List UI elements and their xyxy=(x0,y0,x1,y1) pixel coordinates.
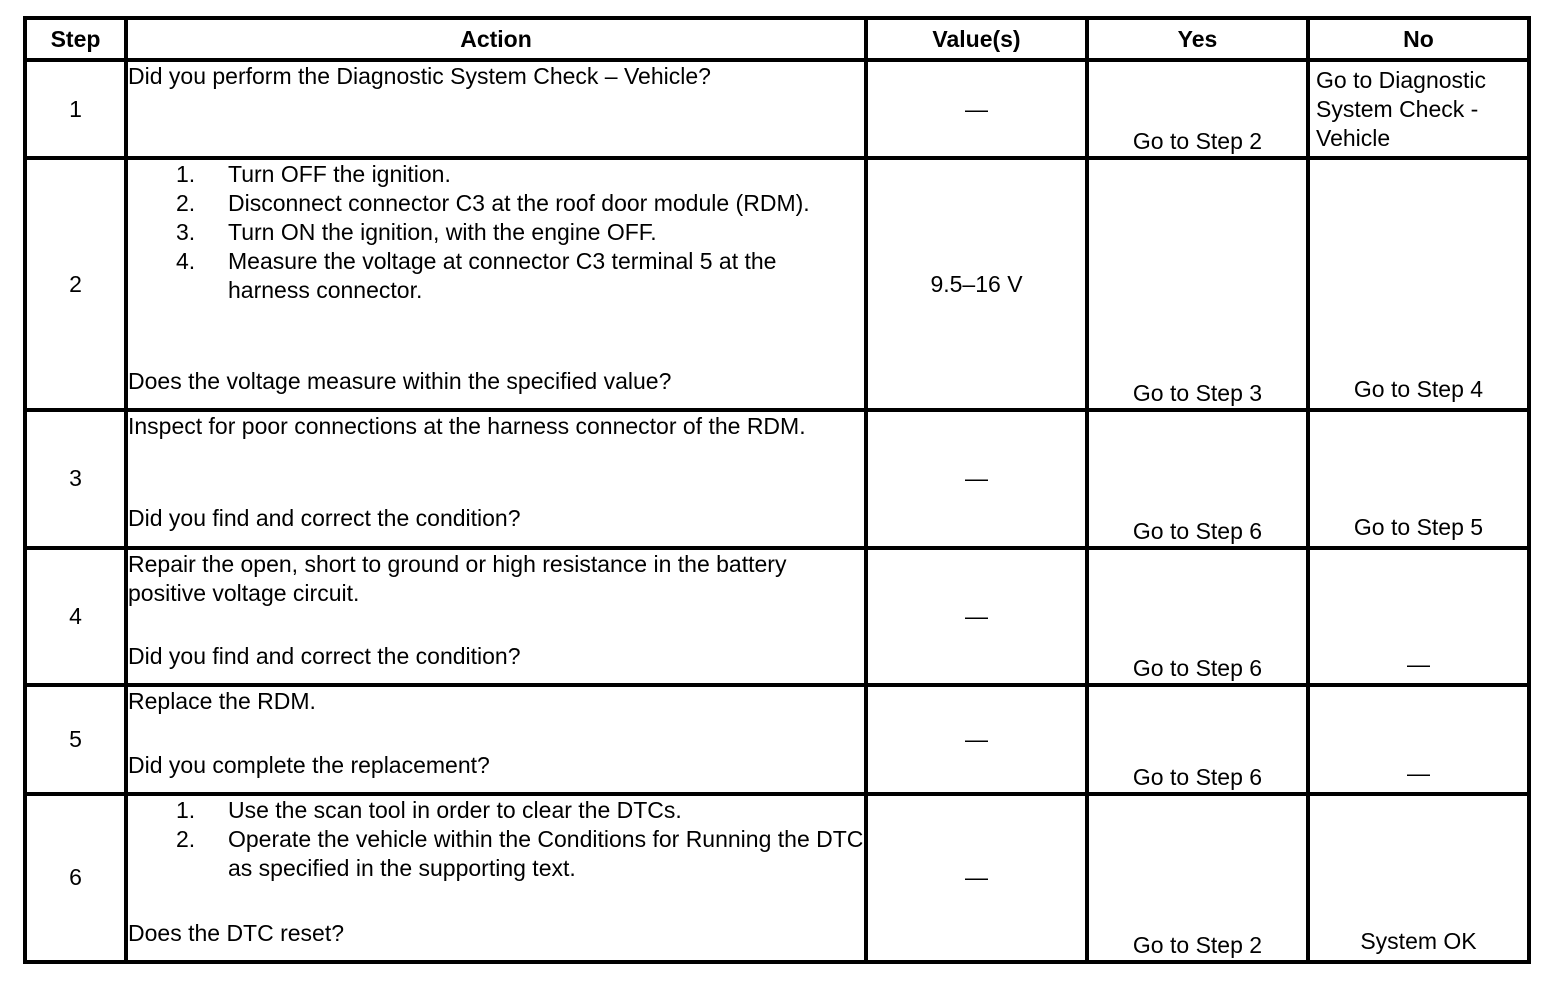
list-item: 2. Operate the vehicle within the Conditions for Running the DTC as specified in the supporting text. xyxy=(176,825,864,881)
no-cell: Go to Step 5 xyxy=(1308,410,1529,547)
action-intro: Inspect for poor connections at the harness connector of the RDM. xyxy=(128,413,806,440)
value-cell: — xyxy=(866,794,1087,962)
value-cell: — xyxy=(866,410,1087,547)
yes-cell: Go to Step 2 xyxy=(1087,60,1308,158)
table-row xyxy=(25,685,1529,794)
no-cell: — xyxy=(1308,548,1529,685)
procedure-list xyxy=(128,160,864,305)
action-question: Did you find and correct the condition? xyxy=(128,505,521,532)
value-cell: 9.5–16 V xyxy=(866,158,1087,410)
action-question: Does the voltage measure within the specified value? xyxy=(128,368,672,395)
table-row xyxy=(25,60,1529,158)
action-cell xyxy=(126,548,866,685)
step-number: 6 xyxy=(25,794,126,962)
yes-cell: Go to Step 3 xyxy=(1087,158,1308,410)
header-yes: Yes xyxy=(1087,18,1308,60)
action-intro: Replace the RDM. xyxy=(128,687,316,714)
no-cell: — xyxy=(1308,685,1529,794)
value-cell: — xyxy=(866,548,1087,685)
header-no: No xyxy=(1308,18,1529,60)
list-item: 1. Turn OFF the ignition. xyxy=(176,161,451,188)
table-row xyxy=(25,794,1529,962)
action-cell xyxy=(126,60,866,158)
diagnostic-table xyxy=(23,16,1531,964)
value-cell: — xyxy=(866,60,1087,158)
action-cell xyxy=(126,410,866,547)
table-row xyxy=(25,158,1529,410)
header-row xyxy=(25,18,1529,60)
step-number: 4 xyxy=(25,548,126,685)
list-item: 3. Turn ON the ignition, with the engine OFF. xyxy=(176,219,657,246)
yes-cell: Go to Step 2 xyxy=(1087,794,1308,962)
action-cell xyxy=(126,794,866,962)
list-item: 4. Measure the voltage at connector C3 terminal 5 at the harness connector. xyxy=(176,248,777,304)
table-row xyxy=(25,548,1529,685)
no-cell: Go to Diagnostic System Check - Vehicle xyxy=(1308,60,1529,158)
action-cell xyxy=(126,685,866,794)
action-question: Did you find and correct the condition? xyxy=(128,642,521,669)
table-row xyxy=(25,410,1529,547)
no-cell: Go to Step 4 xyxy=(1308,158,1529,410)
value-cell: — xyxy=(866,685,1087,794)
yes-cell: Go to Step 6 xyxy=(1087,410,1308,547)
yes-cell: Go to Step 6 xyxy=(1087,685,1308,794)
list-item: 2. Disconnect connector C3 at the roof door module (RDM). xyxy=(176,190,810,217)
procedure-list xyxy=(128,796,864,883)
header-step: Step xyxy=(25,18,126,60)
list-item: 1. Use the scan tool in order to clear the DTCs. xyxy=(176,796,682,823)
action-cell xyxy=(126,158,866,410)
yes-cell: Go to Step 6 xyxy=(1087,548,1308,685)
step-number: 3 xyxy=(25,410,126,547)
no-cell: System OK xyxy=(1308,794,1529,962)
action-intro: Did you perform the Diagnostic System Check – Vehicle? xyxy=(128,63,711,89)
action-question: Did you complete the replacement? xyxy=(128,751,490,778)
action-question: Does the DTC reset? xyxy=(128,919,345,946)
action-intro: Repair the open, short to ground or high resistance in the battery positive voltage circuit. xyxy=(128,550,787,606)
step-number: 2 xyxy=(25,158,126,410)
step-number: 5 xyxy=(25,685,126,794)
header-action: Action xyxy=(126,18,866,60)
header-value: Value(s) xyxy=(866,18,1087,60)
step-number: 1 xyxy=(25,60,126,158)
